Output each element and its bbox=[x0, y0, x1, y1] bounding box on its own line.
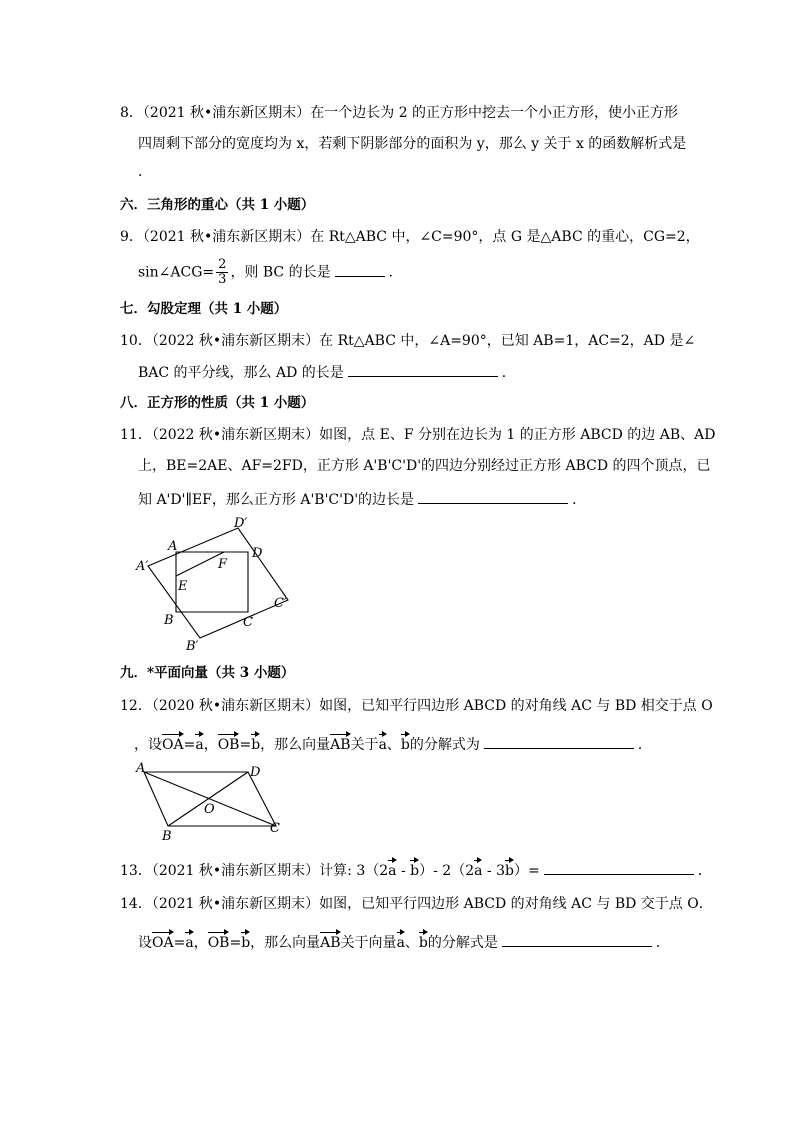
separator: 、 bbox=[386, 737, 401, 753]
label-c-prime: C′ bbox=[274, 596, 287, 611]
equals: = bbox=[183, 737, 196, 753]
q13-line bbox=[120, 859, 712, 880]
comma: ， bbox=[193, 935, 208, 951]
q12-line1: 12．（2020 秋•浦东新区期末）如图，已知平行四边形 ABCD 的对角线 AC 与 BD 相交于点 O bbox=[120, 698, 713, 714]
q9-line1: 9．（2021 秋•浦东新区期末）在 Rt△ABC 中，∠C=90°，点 G 是△ABC 的重心，CG=2， bbox=[120, 229, 700, 245]
q13-end: ． bbox=[697, 863, 712, 879]
q11-end: ． bbox=[572, 492, 587, 508]
q13-equals: ）= bbox=[513, 863, 540, 879]
q9-bc-text: ，则 BC 的长是 bbox=[230, 264, 331, 281]
equals: = bbox=[239, 737, 252, 753]
q10-line1: 10．（2022 秋•浦东新区期末）在 Rt△ABC 中，∠A=90°，已知 AB=1，AC=2，AD 是∠ bbox=[120, 333, 696, 349]
answer-blank-q12[interactable] bbox=[484, 734, 634, 749]
vector-b: b bbox=[401, 733, 410, 754]
q12-text-vector: ，那么向量 bbox=[260, 737, 331, 753]
q12-line2 bbox=[134, 733, 652, 754]
q8-line1: 8．（2021 秋•浦东新区期末）在一个边长为 2 的正方形中挖去一个小正方形，使小正方形 bbox=[120, 105, 679, 121]
q9-sin-text: sin∠ACG= bbox=[138, 264, 215, 281]
square-figure bbox=[130, 510, 300, 650]
vector-ob: OB bbox=[218, 733, 240, 754]
vector-a: a bbox=[379, 733, 387, 754]
fraction-numerator: 2 bbox=[218, 257, 227, 272]
section-heading-square: 八．正方形的性质（共 1 小题） bbox=[120, 395, 315, 411]
q11-line1: 11．（2022 秋•浦东新区期末）如图，点 E、F 分别在边长为 1 的正方形 ABCD 的边 AB、AD bbox=[120, 427, 716, 443]
label-e: E bbox=[178, 579, 188, 594]
q14-text-about: 关于向量 bbox=[340, 935, 397, 951]
vector-b: b bbox=[251, 733, 260, 754]
q13-minus3: - 3 bbox=[482, 863, 506, 879]
answer-blank-q14[interactable] bbox=[502, 932, 652, 947]
label-d-prime: D′ bbox=[234, 516, 248, 531]
q11-line3 bbox=[138, 489, 586, 509]
vector-b: b bbox=[241, 931, 250, 952]
q12-end: ． bbox=[637, 737, 652, 753]
q8-line3: ． bbox=[138, 164, 152, 180]
answer-blank-q9[interactable] bbox=[335, 262, 385, 277]
section-heading-centroid: 六．三角形的重心（共 1 小题） bbox=[120, 197, 315, 213]
label-b: B bbox=[164, 613, 174, 628]
answer-blank-q11[interactable] bbox=[418, 489, 568, 504]
answer-blank-q13[interactable] bbox=[544, 860, 694, 875]
q11-line2: 上，BE=2AE、AF=2FD，正方形 A'B'C'D'的四边分别经过正方形 ABCD 的四个顶点，已 bbox=[138, 458, 711, 474]
label-c: C bbox=[243, 615, 253, 630]
label-b: B bbox=[162, 829, 172, 844]
vector-oa: OA bbox=[162, 733, 184, 754]
fraction-denominator: 3 bbox=[218, 272, 227, 287]
q14-line2 bbox=[138, 931, 670, 952]
diagonal-bd bbox=[168, 772, 248, 826]
vector-a: a bbox=[474, 859, 482, 880]
label-d: D bbox=[252, 546, 263, 561]
q12-set: ，设 bbox=[134, 737, 162, 753]
equals: = bbox=[173, 935, 186, 951]
q13-text: 13．（2021 秋•浦东新区期末）计算: 3（2 bbox=[120, 863, 389, 879]
vector-a: a bbox=[185, 931, 193, 952]
vector-b: b bbox=[419, 931, 428, 952]
label-a: A bbox=[136, 761, 146, 776]
q9-line2 bbox=[138, 258, 403, 287]
q10-line2 bbox=[138, 362, 516, 382]
equals: = bbox=[229, 935, 242, 951]
q12-text-about: 关于 bbox=[350, 737, 379, 753]
q12-text-decomp: 的分解式为 bbox=[409, 737, 480, 753]
q14-set: 设 bbox=[138, 935, 152, 951]
label-a-prime: A′ bbox=[136, 559, 149, 574]
answer-blank-q10[interactable] bbox=[348, 362, 498, 377]
vector-ob: OB bbox=[208, 931, 230, 952]
parallelogram-figure bbox=[130, 760, 300, 845]
section-heading-vectors: 九．*平面向量（共 3 小题） bbox=[120, 665, 295, 681]
label-a: A bbox=[168, 539, 178, 554]
label-c: C bbox=[270, 821, 280, 836]
q14-text-decomp: 的分解式是 bbox=[427, 935, 498, 951]
comma: ， bbox=[203, 737, 218, 753]
q11-text: 知 A'D'∥EF，那么正方形 A'B'C'D'的边长是 bbox=[138, 492, 415, 508]
q9-end: ． bbox=[388, 264, 403, 281]
label-f: F bbox=[218, 557, 228, 572]
vector-ab: AB bbox=[330, 733, 350, 754]
q14-line1: 14．（2021 秋•浦东新区期末）如图，已知平行四边形 ABCD 的对角线 AC 与 BD 交于点 O． bbox=[120, 896, 713, 912]
fraction bbox=[216, 258, 228, 287]
vector-oa: OA bbox=[152, 931, 174, 952]
label-b-prime: B′ bbox=[186, 639, 199, 650]
q10-text: BAC 的平分线，那么 AD 的长是 bbox=[138, 365, 344, 381]
q13-mid: ）- 2（2 bbox=[419, 863, 475, 879]
vector-b: b bbox=[505, 859, 514, 880]
label-o: O bbox=[204, 802, 215, 817]
vector-ab: AB bbox=[320, 931, 340, 952]
vector-a: a bbox=[388, 859, 396, 880]
vector-b: b bbox=[410, 859, 419, 880]
section-heading-pythagoras: 七．勾股定理（共 1 小题） bbox=[120, 301, 288, 317]
vector-a: a bbox=[397, 931, 405, 952]
q10-end: ． bbox=[501, 365, 516, 381]
q8-line2: 四周剩下部分的宽度均为 x，若剩下阴影部分的面积为 y，那么 y 关于 x 的函数解析式是 bbox=[138, 136, 687, 152]
segment-ef bbox=[176, 552, 224, 576]
label-d: D bbox=[250, 765, 261, 780]
minus: - bbox=[396, 863, 411, 879]
separator: 、 bbox=[404, 935, 419, 951]
vector-a: a bbox=[195, 733, 203, 754]
q14-end: ． bbox=[655, 935, 670, 951]
q14-text-vector: ，那么向量 bbox=[250, 935, 321, 951]
